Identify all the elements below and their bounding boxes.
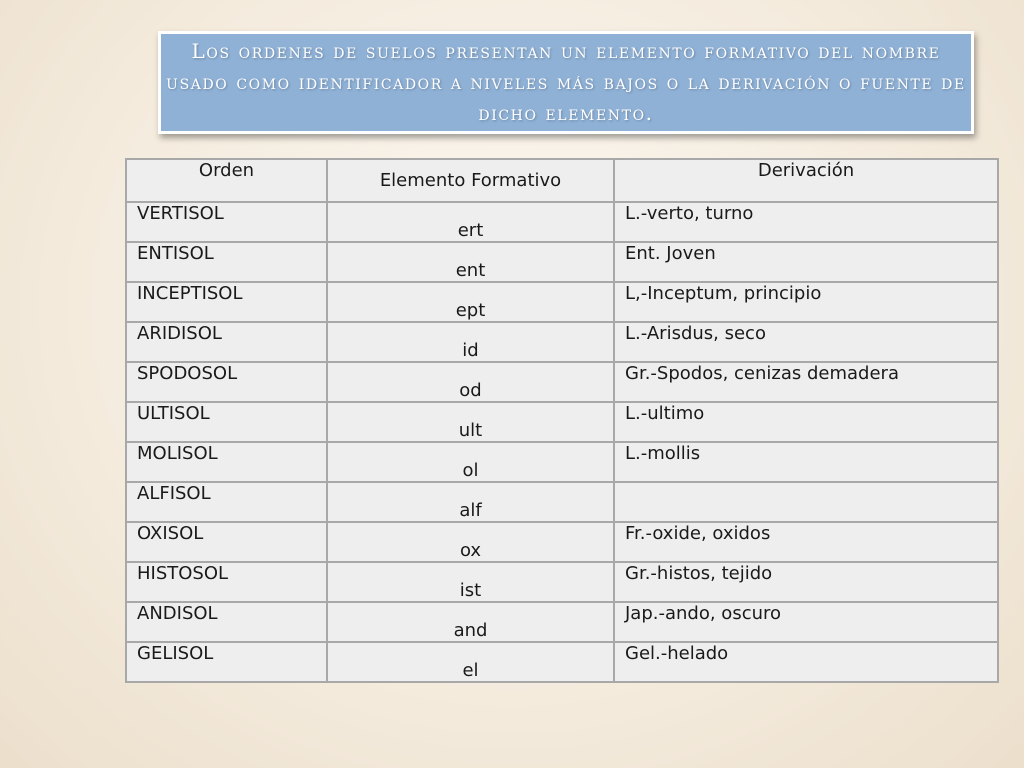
table-row	[126, 242, 998, 282]
soil-orders-table	[125, 158, 999, 683]
cell-derivacion: L.-ultimo	[614, 402, 998, 442]
table-header-row	[126, 159, 998, 202]
cell-derivacion: Gr.-Spodos, cenizas demadera	[614, 362, 998, 402]
title-box	[158, 31, 974, 134]
header-orden: Orden	[126, 159, 327, 202]
cell-orden: HISTOSOL	[126, 562, 327, 602]
table-row	[126, 282, 998, 322]
table-row	[126, 562, 998, 602]
cell-elemento: ent	[327, 242, 614, 282]
cell-elemento: id	[327, 322, 614, 362]
cell-derivacion: L.-Arisdus, seco	[614, 322, 998, 362]
cell-derivacion: Ent. Joven	[614, 242, 998, 282]
cell-elemento: ist	[327, 562, 614, 602]
slide-title: Los ordenes de suelos presentan un elemento formativo del nombre usado como identificador a niveles más bajos o la derivación o fuente de dicho elemento.	[166, 39, 966, 125]
cell-derivacion	[614, 482, 998, 522]
header-derivacion: Derivación	[614, 159, 998, 202]
cell-orden: ARIDISOL	[126, 322, 327, 362]
table-row	[126, 522, 998, 562]
cell-elemento: ol	[327, 442, 614, 482]
cell-orden: OXISOL	[126, 522, 327, 562]
cell-derivacion: Fr.-oxide, oxidos	[614, 522, 998, 562]
cell-elemento: ult	[327, 402, 614, 442]
cell-elemento: ox	[327, 522, 614, 562]
cell-elemento: alf	[327, 482, 614, 522]
cell-derivacion: Gr.-histos, tejido	[614, 562, 998, 602]
table-row	[126, 402, 998, 442]
cell-orden: VERTISOL	[126, 202, 327, 242]
cell-derivacion: Gel.-helado	[614, 642, 998, 682]
cell-elemento: el	[327, 642, 614, 682]
table-row	[126, 362, 998, 402]
cell-orden: ULTISOL	[126, 402, 327, 442]
cell-derivacion: L,-Inceptum, principio	[614, 282, 998, 322]
table-row	[126, 482, 998, 522]
cell-orden: ALFISOL	[126, 482, 327, 522]
cell-elemento: od	[327, 362, 614, 402]
cell-orden: SPODOSOL	[126, 362, 327, 402]
table-row	[126, 642, 998, 682]
table-row	[126, 602, 998, 642]
cell-orden: ANDISOL	[126, 602, 327, 642]
cell-derivacion: L.-mollis	[614, 442, 998, 482]
cell-orden: ENTISOL	[126, 242, 327, 282]
cell-derivacion: L.-verto, turno	[614, 202, 998, 242]
table-row	[126, 322, 998, 362]
table-row	[126, 442, 998, 482]
cell-elemento: ert	[327, 202, 614, 242]
header-elemento-formativo: Elemento Formativo	[327, 159, 614, 202]
cell-orden: MOLISOL	[126, 442, 327, 482]
cell-orden: INCEPTISOL	[126, 282, 327, 322]
cell-elemento: ept	[327, 282, 614, 322]
table-row	[126, 202, 998, 242]
cell-derivacion: Jap.-ando, oscuro	[614, 602, 998, 642]
cell-orden: GELISOL	[126, 642, 327, 682]
cell-elemento: and	[327, 602, 614, 642]
